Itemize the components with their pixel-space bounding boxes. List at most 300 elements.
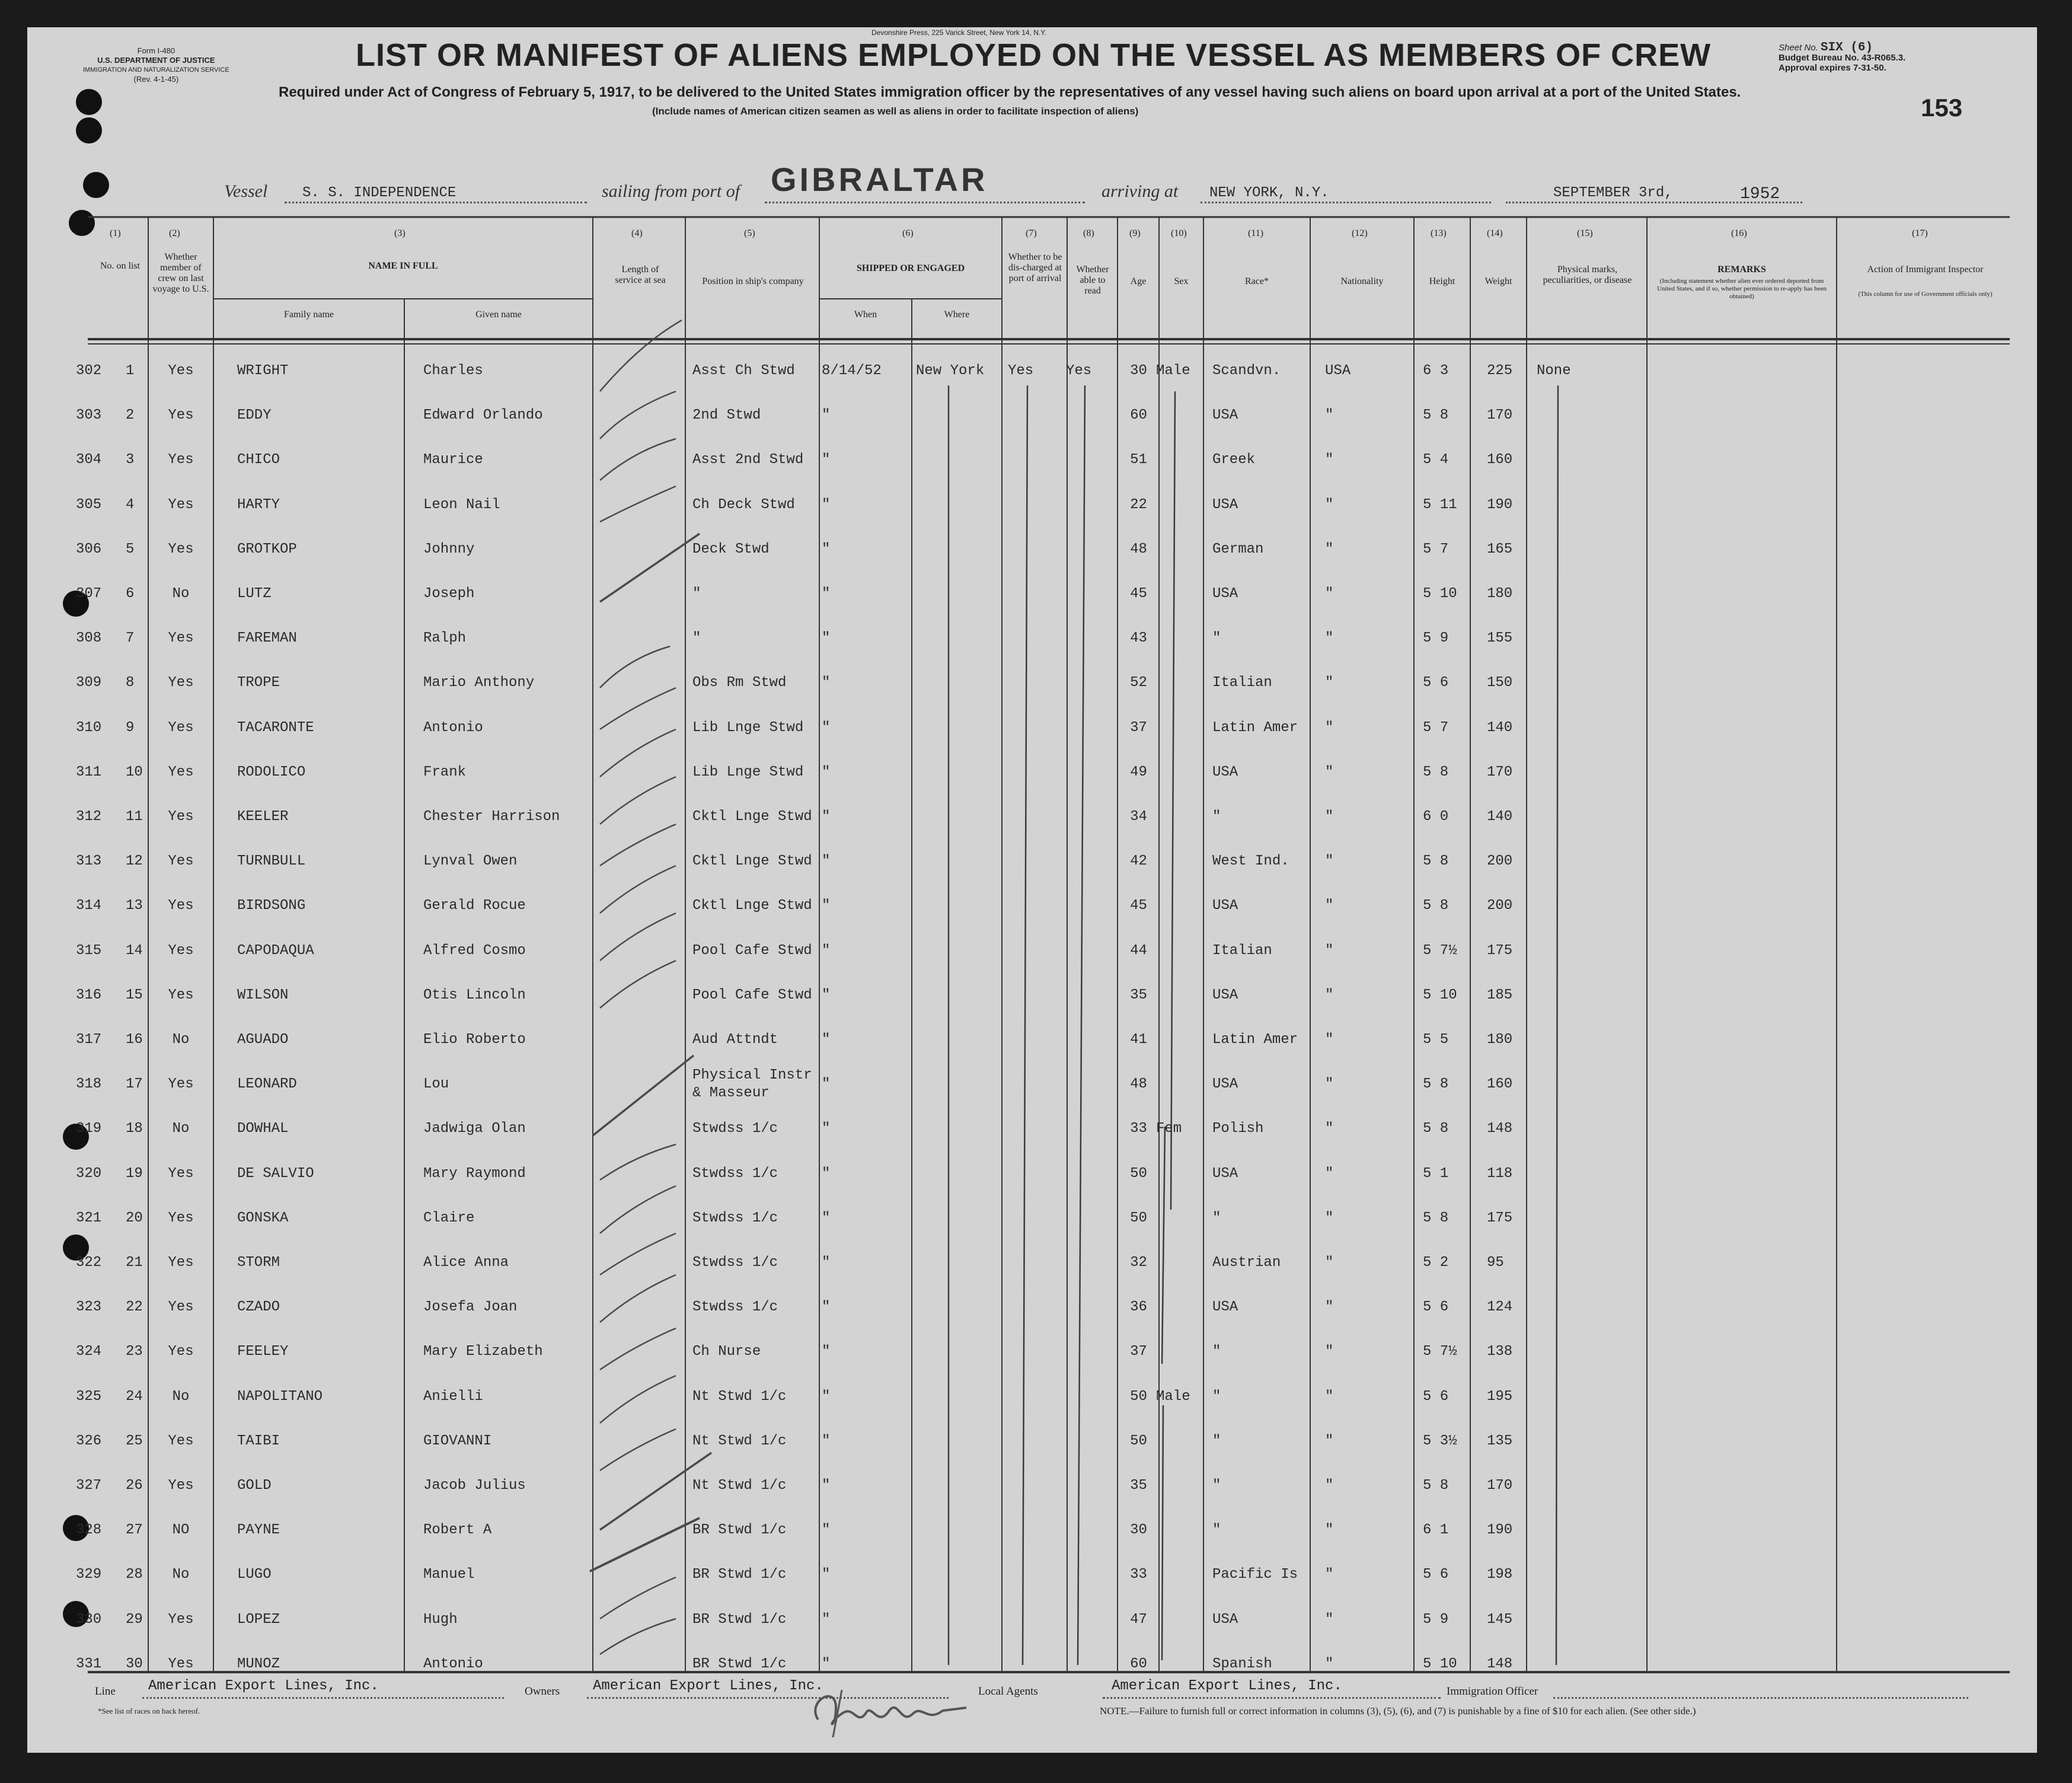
last-voyage: No (172, 1032, 190, 1048)
weight: 200 (1487, 898, 1513, 914)
race: Scandvn. (1212, 363, 1281, 379)
margin-number: 322 (76, 1255, 102, 1271)
last-voyage: Yes (168, 719, 194, 736)
col-heading-inspector-note: (This column for use of Government officials only) (1858, 291, 1993, 298)
position: Pool Cafe Stwd (692, 987, 812, 1003)
crew-row (0, 497, 2072, 521)
given-name: Joseph (423, 586, 475, 602)
weight: 150 (1487, 675, 1513, 691)
row-number: 3 (126, 452, 135, 468)
age: 33 (1130, 1121, 1147, 1137)
margin-number: 327 (76, 1478, 102, 1494)
revision: (Rev. 4-1-45) (133, 75, 179, 84)
nationality: " (1325, 586, 1334, 602)
position: Nt Stwd 1/c (692, 1478, 787, 1494)
col-heading-where: Where (944, 310, 970, 320)
weight: 190 (1487, 1522, 1513, 1539)
position: Deck Stwd (692, 541, 770, 557)
age: 33 (1130, 1567, 1147, 1583)
col-heading-sex: Sex (1174, 276, 1189, 286)
crew-row (0, 853, 2072, 877)
height: 5 8 (1423, 898, 1449, 914)
crew-row (0, 1389, 2072, 1412)
inspector-signature (800, 1678, 978, 1743)
family-name: TACARONTE (237, 719, 314, 736)
margin-number: 318 (76, 1076, 102, 1093)
row-number: 19 (126, 1165, 143, 1182)
margin-number: 315 (76, 942, 102, 959)
family-name: AGUADO (237, 1032, 289, 1048)
nationality: " (1325, 1567, 1334, 1583)
crew-row (0, 1433, 2072, 1457)
col-heading-nationality: Nationality (1340, 276, 1384, 286)
given-name: Elio Roberto (423, 1032, 526, 1048)
row-number: 11 (126, 809, 143, 825)
last-voyage: Yes (168, 1611, 194, 1628)
col-num: (11) (1248, 228, 1264, 238)
race: USA (1212, 1165, 1238, 1182)
position: Lib Lnge Stwd (692, 764, 804, 780)
height: 5 8 (1423, 407, 1449, 424)
margin-number: 329 (76, 1567, 102, 1583)
col-heading-remarks-note: (Including statement whether alien ever ordered deported from United States, and if so, whether permission to re-apply has been obtained) (1657, 278, 1827, 300)
crew-row (0, 1032, 2072, 1055)
shipped-when: " (822, 942, 831, 959)
age: 37 (1130, 1344, 1147, 1360)
margin-number: 310 (76, 719, 102, 736)
shipped-when: " (822, 1299, 831, 1316)
row-number: 7 (126, 630, 135, 647)
shipped-when: " (822, 719, 831, 736)
race: Latin Amer (1212, 1032, 1298, 1048)
arrival-date: SEPTEMBER 3rd, (1553, 185, 1673, 201)
crew-row (0, 1255, 2072, 1278)
height: 5 7 (1423, 719, 1449, 736)
age: 41 (1130, 1032, 1147, 1048)
given-name: Antonio (423, 719, 483, 736)
age: 50 (1130, 1433, 1147, 1449)
weight: 140 (1487, 719, 1513, 736)
weight: 175 (1487, 942, 1513, 959)
given-name: Claire (423, 1210, 475, 1226)
vessel-value: S. S. INDEPENDENCE (302, 185, 456, 201)
shipped-when: " (822, 496, 831, 513)
row-number: 10 (126, 764, 143, 780)
margin-number: 321 (76, 1210, 102, 1226)
officer-label: Immigration Officer (1447, 1685, 1538, 1698)
margin-number: 319 (76, 1121, 102, 1137)
family-name: MUNOZ (237, 1656, 280, 1672)
nationality: " (1325, 1522, 1334, 1539)
row-number: 18 (126, 1121, 143, 1137)
family-name: PAYNE (237, 1522, 280, 1539)
shipped-when: " (822, 407, 831, 424)
department: U.S. DEPARTMENT OF JUSTICE (97, 56, 215, 65)
weight: 135 (1487, 1433, 1513, 1449)
page-title: LIST OR MANIFEST OF ALIENS EMPLOYED ON THE VESSEL AS MEMBERS OF CREW (356, 37, 1712, 73)
row-number: 30 (126, 1656, 143, 1672)
height: 5 7 (1423, 541, 1449, 557)
row-number: 1 (126, 363, 135, 379)
given-name: Leon Nail (423, 496, 500, 513)
height: 5 6 (1423, 1299, 1449, 1316)
race: USA (1212, 586, 1238, 602)
height: 5 8 (1423, 1478, 1449, 1494)
given-name: Anielli (423, 1388, 483, 1405)
age: 44 (1130, 942, 1147, 959)
given-name: Maurice (423, 452, 483, 468)
col-num: (17) (1912, 228, 1928, 238)
weight: 138 (1487, 1344, 1513, 1360)
race: " (1212, 630, 1221, 647)
position: Lib Lnge Stwd (692, 719, 804, 736)
row-number: 14 (126, 942, 143, 959)
height: 5 8 (1423, 1210, 1449, 1226)
position: Pool Cafe Stwd (692, 942, 812, 959)
family-name: TAIBI (237, 1433, 280, 1449)
race: Italian (1212, 942, 1272, 959)
margin-number: 312 (76, 809, 102, 825)
margin-number: 307 (76, 586, 102, 602)
position: BR Stwd 1/c (692, 1567, 787, 1583)
last-voyage: Yes (168, 1299, 194, 1316)
shipped-when: " (822, 675, 831, 691)
last-voyage: Yes (168, 1165, 194, 1182)
row-number: 15 (126, 987, 143, 1003)
crew-row (0, 1067, 2072, 1102)
nationality: " (1325, 942, 1334, 959)
shipped-when: " (822, 630, 831, 647)
family-name: DOWHAL (237, 1121, 289, 1137)
weight: 148 (1487, 1121, 1513, 1137)
race: Spanish (1212, 1656, 1272, 1672)
crew-row (0, 809, 2072, 833)
crew-row (0, 586, 2072, 610)
family-name: RODOLICO (237, 764, 306, 780)
nationality: " (1325, 1299, 1334, 1316)
margin-number: 302 (76, 363, 102, 379)
position: Ch Deck Stwd (692, 496, 795, 513)
margin-number: 308 (76, 630, 102, 647)
col-num: (2) (169, 228, 180, 238)
age: 22 (1130, 496, 1147, 513)
crew-row (0, 1656, 2072, 1680)
race: German (1212, 541, 1264, 557)
position: Stwdss 1/c (692, 1299, 778, 1316)
margin-number: 304 (76, 452, 102, 468)
nationality: " (1325, 719, 1334, 736)
race: USA (1212, 496, 1238, 513)
position: BR Stwd 1/c (692, 1656, 787, 1672)
weight: 140 (1487, 809, 1513, 825)
height: 5 8 (1423, 853, 1449, 870)
height: 5 8 (1423, 1076, 1449, 1093)
sex: Male (1156, 1388, 1190, 1405)
height: 5 4 (1423, 452, 1449, 468)
col-num: (6) (902, 228, 914, 238)
height: 5 6 (1423, 1388, 1449, 1405)
weight: 160 (1487, 1076, 1513, 1093)
last-voyage: Yes (168, 452, 194, 468)
position: Asst Ch Stwd (692, 363, 795, 379)
race: " (1212, 1344, 1221, 1360)
race: West Ind. (1212, 853, 1289, 870)
form-number: Form I-480 (137, 46, 175, 55)
col-heading-discharged: Whether to be dis-charged at port of arrival (1008, 252, 1062, 283)
nationality: " (1325, 1210, 1334, 1226)
nationality: " (1325, 452, 1334, 468)
last-voyage: Yes (168, 1478, 194, 1494)
crew-row (0, 452, 2072, 476)
family-name: GOLD (237, 1478, 272, 1494)
last-voyage: Yes (168, 764, 194, 780)
row-number: 8 (126, 675, 135, 691)
height: 6 1 (1423, 1522, 1449, 1539)
race: Italian (1212, 675, 1272, 691)
col-num: (14) (1487, 228, 1503, 238)
family-name: NAPOLITANO (237, 1388, 323, 1405)
col-heading-age: Age (1130, 276, 1147, 286)
age: 60 (1130, 1656, 1147, 1672)
margin-number: 323 (76, 1299, 102, 1316)
col-num: (3) (394, 228, 406, 238)
col-heading-given: Given name (475, 310, 522, 320)
shipped-when: " (822, 1165, 831, 1182)
shipped-when: " (822, 809, 831, 825)
nationality: " (1325, 1344, 1334, 1360)
margin-number: 326 (76, 1433, 102, 1449)
age: 35 (1130, 1478, 1147, 1494)
shipped-when: " (822, 1567, 831, 1583)
given-name: Manuel (423, 1567, 475, 1583)
position: Stwdss 1/c (692, 1121, 778, 1137)
race: " (1212, 809, 1221, 825)
family-name: EDDY (237, 407, 272, 424)
margin-number: 303 (76, 407, 102, 424)
margin-number: 325 (76, 1388, 102, 1405)
shipped-when: " (822, 987, 831, 1003)
age: 30 (1130, 363, 1147, 379)
age: 49 (1130, 764, 1147, 780)
weight: 180 (1487, 1032, 1513, 1048)
family-name: KEELER (237, 809, 289, 825)
col-heading-name: NAME IN FULL (368, 261, 438, 271)
age: 50 (1130, 1165, 1147, 1182)
weight: 185 (1487, 987, 1513, 1003)
crew-row (0, 943, 2072, 967)
weight: 170 (1487, 1478, 1513, 1494)
height: 5 5 (1423, 1032, 1449, 1048)
discharged: Yes (1008, 363, 1034, 379)
weight: 200 (1487, 853, 1513, 870)
margin-number: 311 (76, 764, 102, 780)
service: IMMIGRATION AND NATURALIZATION SERVICE (83, 66, 229, 74)
col-num: (8) (1083, 228, 1094, 238)
row-number: 21 (126, 1255, 143, 1271)
given-name: Charles (423, 363, 483, 379)
nationality: " (1325, 853, 1334, 870)
col-heading-weight: Weight (1484, 276, 1512, 286)
row-number: 24 (126, 1388, 143, 1405)
col-num: (16) (1731, 228, 1747, 238)
nationality: " (1325, 1656, 1334, 1672)
nationality: " (1325, 630, 1334, 647)
col-num: (1) (110, 228, 121, 238)
age: 52 (1130, 675, 1147, 691)
margin-number: 328 (76, 1522, 102, 1539)
weight: 148 (1487, 1656, 1513, 1672)
last-voyage: Yes (168, 1076, 194, 1093)
shipped-when: " (822, 1032, 831, 1048)
height: 5 7½ (1423, 1344, 1457, 1360)
owners-value: American Export Lines, Inc. (593, 1678, 823, 1694)
race: Greek (1212, 452, 1256, 468)
shipped-when: " (822, 1433, 831, 1449)
given-name: Chester Harrison (423, 809, 560, 825)
nationality: " (1325, 496, 1334, 513)
row-number: 20 (126, 1210, 143, 1226)
age: 51 (1130, 452, 1147, 468)
nationality: " (1325, 407, 1334, 424)
weight: 124 (1487, 1299, 1513, 1316)
col-num: (9) (1129, 228, 1141, 238)
family-name: CZADO (237, 1299, 280, 1316)
position: " (692, 586, 701, 602)
family-name: FAREMAN (237, 630, 297, 647)
race: USA (1212, 407, 1238, 424)
row-number: 29 (126, 1611, 143, 1628)
position: 2nd Stwd (692, 407, 761, 424)
weight: 145 (1487, 1611, 1513, 1628)
shipped-when: " (822, 1076, 831, 1093)
nationality: " (1325, 541, 1334, 557)
height: 5 3½ (1423, 1433, 1457, 1449)
age: 50 (1130, 1388, 1147, 1405)
col-heading-read: Whether able to read (1076, 264, 1109, 296)
crew-row (0, 987, 2072, 1011)
sailing-label: sailing from port of (602, 181, 740, 201)
col-heading-family: Family name (284, 310, 334, 320)
race: " (1212, 1522, 1221, 1539)
crew-row (0, 898, 2072, 921)
last-voyage: Yes (168, 407, 194, 424)
crew-row (0, 1121, 2072, 1144)
nationality: " (1325, 1388, 1334, 1405)
age: 50 (1130, 1210, 1147, 1226)
shipped-when: " (822, 1121, 831, 1137)
age: 37 (1130, 719, 1147, 736)
nationality: " (1325, 1165, 1334, 1182)
given-name: Johnny (423, 541, 475, 557)
shipped-when: " (822, 1478, 831, 1494)
row-number: 17 (126, 1076, 143, 1093)
race: " (1212, 1478, 1221, 1494)
weight: 170 (1487, 407, 1513, 424)
nationality: " (1325, 987, 1334, 1003)
nationality: " (1325, 898, 1334, 914)
sheet-value: SIX (6) (1820, 41, 1873, 55)
row-number: 4 (126, 496, 135, 513)
nationality: " (1325, 1032, 1334, 1048)
line-label: Line (95, 1685, 116, 1698)
family-name: GONSKA (237, 1210, 289, 1226)
col-heading-marks: Physical marks, peculiarities, or disease (1543, 264, 1632, 285)
given-name: Mary Elizabeth (423, 1344, 543, 1360)
nationality: USA (1325, 363, 1351, 379)
nationality: " (1325, 809, 1334, 825)
age: 60 (1130, 407, 1147, 424)
position: Aud Attndt (692, 1032, 778, 1048)
shipped-where: New York (916, 363, 985, 379)
height: 5 8 (1423, 1121, 1449, 1137)
crew-row (0, 1478, 2072, 1501)
row-number: 12 (126, 853, 143, 870)
row-number: 27 (126, 1522, 143, 1539)
height: 5 9 (1423, 630, 1449, 647)
age: 48 (1130, 1076, 1147, 1093)
budget-bureau: Budget Bureau No. 43-R065.3. (1779, 53, 1906, 63)
col-num: (4) (631, 228, 643, 238)
race: Austrian (1212, 1255, 1281, 1271)
race: " (1212, 1388, 1221, 1405)
sailing-value: GIBRALTAR (771, 161, 988, 198)
weight: 198 (1487, 1567, 1513, 1583)
last-voyage: Yes (168, 809, 194, 825)
height: 5 6 (1423, 1567, 1449, 1583)
given-name: Frank (423, 764, 467, 780)
margin-number: 331 (76, 1656, 102, 1672)
shipped-when: " (822, 452, 831, 468)
given-name: GIOVANNI (423, 1433, 492, 1449)
height: 5 9 (1423, 1611, 1449, 1628)
given-name: Ralph (423, 630, 467, 647)
last-voyage: Yes (168, 1255, 194, 1271)
race: USA (1212, 1076, 1238, 1093)
last-voyage: No (172, 1121, 190, 1137)
shipped-when: " (822, 1344, 831, 1360)
family-name: LOPEZ (237, 1611, 280, 1628)
row-number: 13 (126, 898, 143, 914)
position: Stwdss 1/c (692, 1165, 778, 1182)
family-name: DE SALVIO (237, 1165, 314, 1182)
race: Pacific Is (1212, 1567, 1298, 1583)
given-name: Josefa Joan (423, 1299, 518, 1316)
nationality: " (1325, 1076, 1334, 1093)
nationality: " (1325, 1433, 1334, 1449)
given-name: Hugh (423, 1611, 458, 1628)
page-number: 153 (1921, 94, 1963, 122)
shipped-when: " (822, 541, 831, 557)
arriving-label: arriving at (1102, 181, 1179, 201)
last-voyage: Yes (168, 1656, 194, 1672)
margin-number: 313 (76, 853, 102, 870)
weight: 225 (1487, 363, 1513, 379)
crew-row (0, 407, 2072, 431)
height: 6 3 (1423, 363, 1449, 379)
age: 45 (1130, 586, 1147, 602)
row-number: 5 (126, 541, 135, 557)
given-name: Robert A (423, 1522, 492, 1539)
nationality: " (1325, 1255, 1334, 1271)
given-name: Lynval Owen (423, 853, 518, 870)
crew-row (0, 720, 2072, 744)
row-number: 28 (126, 1567, 143, 1583)
margin-number: 320 (76, 1165, 102, 1182)
row-number: 2 (126, 407, 135, 424)
family-name: GROTKOP (237, 541, 297, 557)
last-voyage: Yes (168, 898, 194, 914)
col-num: (13) (1431, 228, 1447, 238)
